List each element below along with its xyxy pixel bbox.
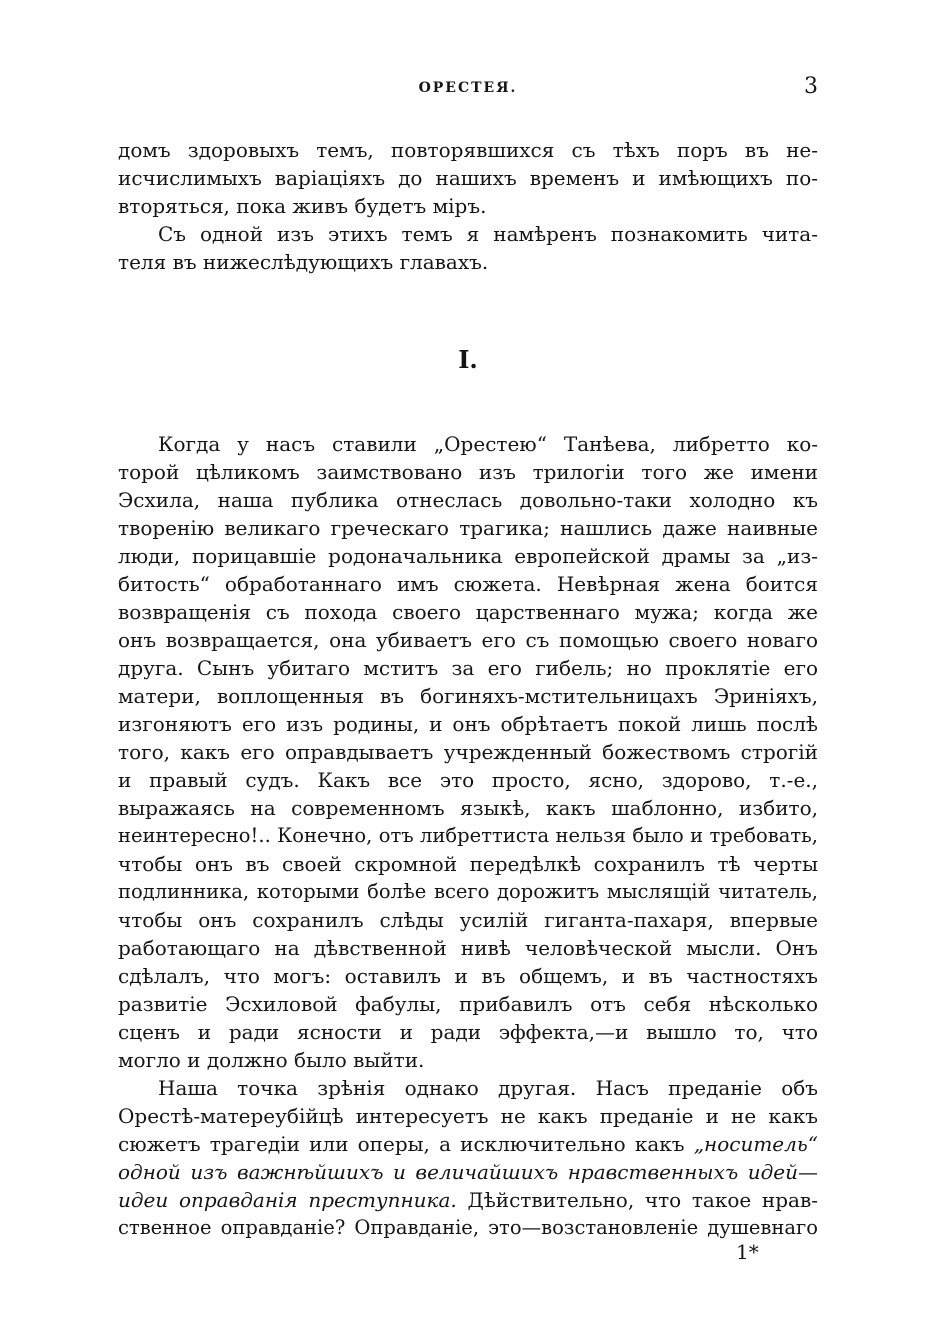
intro-paragraph-2 [118, 220, 818, 276]
text-run: сюжетъ трагедiи или оперы, а исключительно какъ [118, 1132, 694, 1156]
page-number: 3 [804, 74, 818, 99]
text-line: работающаго на дѣвственной нивѣ человѣческой мысли. Онъ [118, 936, 818, 960]
section-heading: I. [458, 345, 478, 374]
text-line: сценъ и ради ясности и ради эффекта,—и вышло то, что [118, 1020, 818, 1044]
text-line: матери, воплощенныя въ богиняхъ-мстительницахъ Эринiяхъ, [118, 684, 818, 708]
text-line: онъ возвращается, она убиваетъ его съ помощью своего новаго [118, 628, 818, 652]
running-title: ОРЕСТЕЯ. [418, 80, 518, 96]
text-line: исчислимыхъ варiацiяхъ до нашихъ временъ и имѣющихъ по- [118, 166, 818, 190]
text-line: творенiю великаго греческаго трагика; нашлись даже наивные [118, 516, 818, 540]
body-text [118, 136, 818, 1242]
text-line: и правый судъ. Какъ все это просто, ясно, здорово, т.-е., [118, 768, 818, 792]
text-line: битость“ обработаннаго имъ сюжета. Невѣрная жена боится [118, 572, 818, 596]
text-run: Дѣйствительно, что такое нрав- [456, 1188, 818, 1212]
text-line: ственное оправданiе? Оправданiе, это—возстановленiе душевнаго [118, 1216, 818, 1239]
text-line: вторяться, пока живъ будетъ мiръ. [118, 194, 487, 218]
text-line: чтобы онъ сохранилъ слѣды усилiй гиганта-пахаря, впервые [118, 908, 818, 932]
text-line: теля въ нижеслѣдующихъ главахъ. [118, 250, 489, 274]
text-line [118, 1186, 818, 1214]
text-line: Наша точка зрѣнiя однако другая. Насъ преданiе объ [158, 1076, 818, 1100]
text-line: чтобы онъ въ своей скромной передѣлкѣ сохранилъ тѣ черты [118, 852, 818, 876]
text-line: изгоняютъ его изъ родины, и онъ обрѣтаетъ покой лишь послѣ [118, 712, 818, 736]
text-line: выражаясь на современномъ языкѣ, какъ шаблонно, избито, [118, 796, 818, 820]
text-line: подлинника, которыми болѣе всего дорожитъ мыслящiй читатель, [118, 880, 818, 903]
text-line: сдѣлалъ, что могъ: оставилъ и въ общемъ, и въ частностяхъ [118, 964, 818, 988]
main-paragraph-1 [118, 430, 818, 1074]
text-line: Орестѣ-матереубiйцѣ интересуетъ не какъ преданiе и не какъ [118, 1104, 818, 1128]
text-line: Когда у насъ ставили „Орестею“ Танѣева, либретто ко- [158, 432, 818, 456]
main-paragraph-2 [118, 1074, 818, 1242]
emphasis-text: одной изъ важнѣйшихъ и величайшихъ нравственныхъ идей— [118, 1160, 818, 1184]
text-line: Эсхила, наша публика отнеслась довольно-таки холодно къ [118, 488, 818, 512]
emphasis-text: „носитель“ [693, 1132, 818, 1156]
text-line [118, 1130, 818, 1158]
text-line: Съ одной изъ этихъ темъ я намѣренъ познакомить чита- [158, 222, 818, 246]
text-line: неинтересно!.. Конечно, отъ либреттиста нельзя было и требовать, [118, 824, 818, 847]
text-line: возвращенiя съ похода своего царственнаго мужа; когда же [118, 600, 818, 624]
text-line: могло и должно было выйти. [118, 1048, 425, 1072]
text-line: того, какъ его оправдываетъ учрежденный божествомъ строгiй [118, 740, 818, 764]
text-line: люди, порицавшiе родоначальника европейской драмы за „из- [118, 544, 818, 568]
intro-paragraph-1 [118, 136, 818, 220]
text-line: торой цѣликомъ заимствовано изъ трилогiи того же имени [118, 460, 818, 484]
text-line: домъ здоровыхъ темъ, повторявшихся съ тѣхъ поръ въ не- [118, 138, 818, 162]
emphasis-text: идеи оправданiя преступника. [118, 1188, 457, 1212]
signature-mark: 1* [736, 1240, 759, 1264]
text-line: развитiе Эсхиловой фабулы, прибавилъ отъ себя нѣсколько [118, 992, 818, 1016]
text-line: друга. Сынъ убитаго мститъ за его гибель; но проклятiе его [118, 656, 818, 680]
